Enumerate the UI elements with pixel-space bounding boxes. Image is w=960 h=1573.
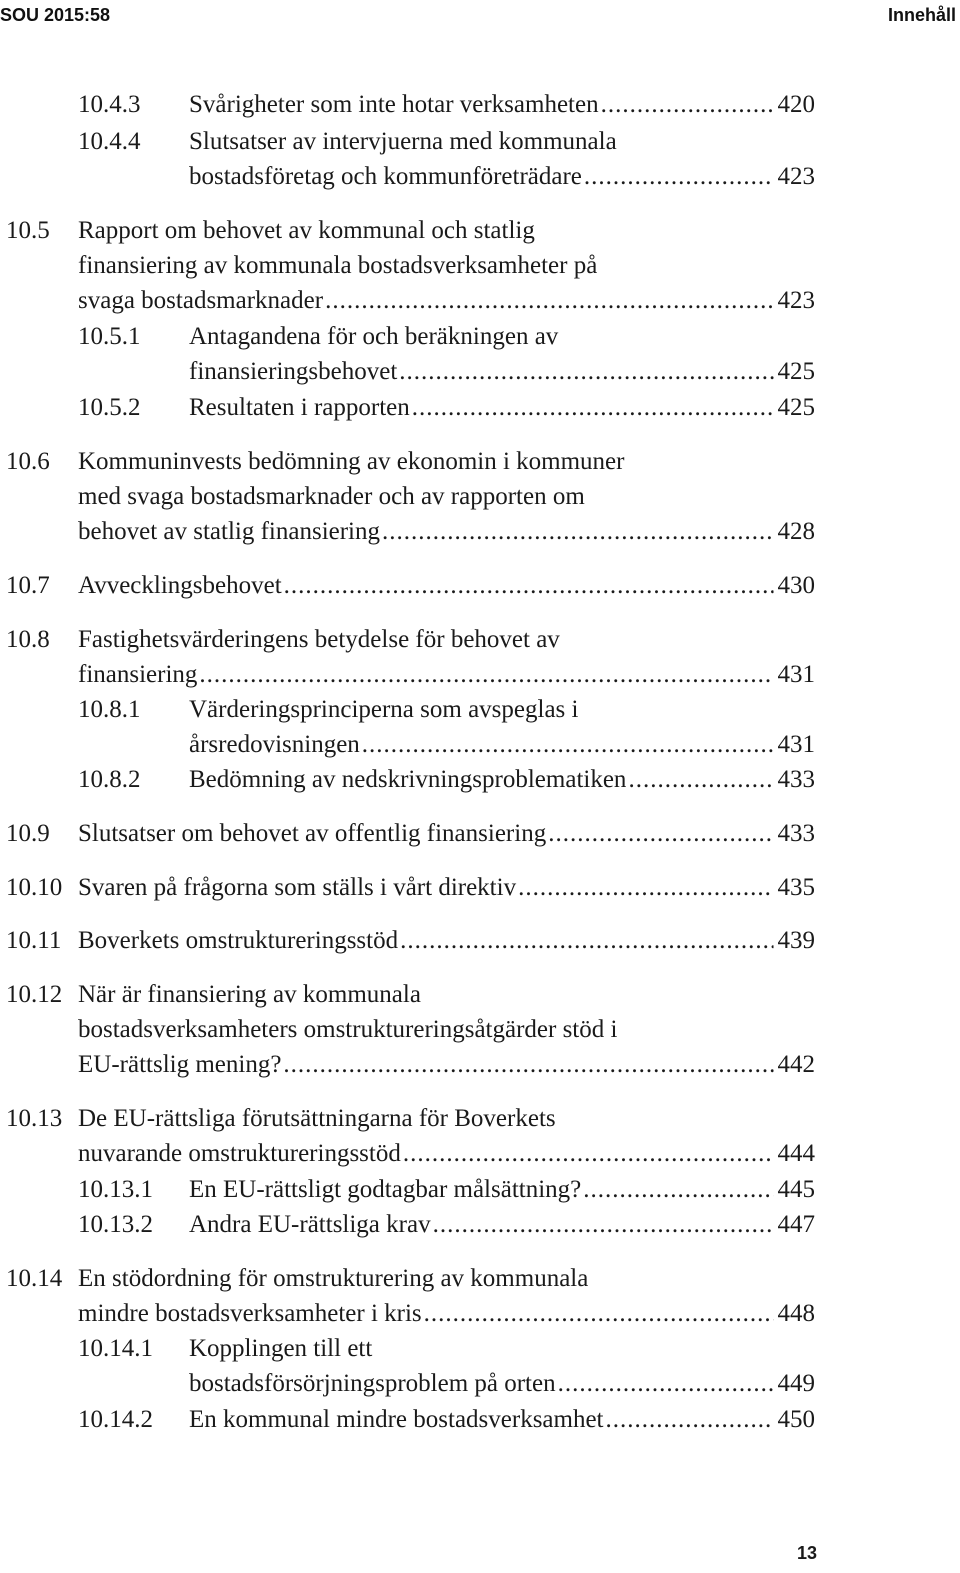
toc-entry-title-line [78, 445, 624, 479]
toc-entry-last-line [78, 871, 815, 905]
toc-entry-title-line [78, 1262, 588, 1296]
dot-leader [518, 871, 773, 905]
toc-entry-title: Fastighetsvärderingens betydelse för behovet av [78, 626, 560, 653]
toc-entry-number: 10.12 [6, 981, 63, 1008]
dot-leader [433, 1208, 774, 1242]
toc-entry-number: 10.8 [6, 626, 50, 653]
dot-leader [628, 763, 773, 797]
toc-entry-last-line [189, 728, 815, 762]
toc-entry-page: 425 [777, 358, 815, 385]
toc-entry-title: behovet av statlig finansiering [78, 518, 381, 545]
toc-entry-page: 445 [777, 1176, 815, 1203]
toc-entry-title-line [189, 125, 617, 159]
toc-entry-page: 420 [777, 91, 815, 118]
toc-entry-title: En EU-rättsligt godtagbar målsättning? [189, 1176, 582, 1203]
toc-entry-title: Andra EU-rättsliga krav [189, 1211, 431, 1238]
dot-leader [400, 924, 773, 958]
toc-entry-last-line [189, 763, 815, 797]
toc-entry-title: svaga bostadsmarknader [78, 287, 324, 314]
toc-entry-title: nuvarande omstruktureringsstöd [78, 1140, 401, 1167]
toc-entry-title-line [78, 249, 597, 283]
toc-entry-last-line [78, 658, 815, 692]
toc-entry-number: 10.4.4 [78, 128, 141, 155]
toc-entry-last-line [189, 1403, 815, 1437]
toc-entry-title: finansiering av kommunala bostadsverksamheter på [78, 252, 598, 279]
toc-entry-title: Antagandena för och beräkningen av [189, 323, 559, 350]
toc-entry-title: bostadsförsörjningsproblem på orten [189, 1370, 556, 1397]
toc-entry-title-line [78, 1102, 556, 1136]
dot-leader [199, 658, 773, 692]
toc-entry-page: 423 [777, 287, 815, 314]
toc-entry-title: finansiering [78, 661, 198, 688]
toc-entry-title: Slutsatser av intervjuerna med kommunala [189, 128, 617, 155]
toc-entry-title: Kopplingen till ett [189, 1335, 373, 1362]
dot-leader [558, 1367, 774, 1401]
toc-entry-page: 425 [777, 394, 815, 421]
toc-entry-number: 10.8.2 [78, 766, 141, 793]
toc-entry-title: mindre bostadsverksamheter i kris [78, 1300, 422, 1327]
toc-entry-page: 435 [777, 874, 815, 901]
toc-entry-page: 423 [777, 163, 815, 190]
running-header-right: Innehåll [887, 5, 956, 25]
toc-entry-last-line [189, 391, 815, 425]
toc-entry-title: Svaren på frågorna som ställs i vårt direktiv [78, 874, 517, 901]
dot-leader [606, 1403, 774, 1437]
page-number: 13 [796, 1543, 817, 1563]
dot-leader [583, 1173, 773, 1207]
toc-entry-title-line [78, 1013, 617, 1047]
toc-entry-title: Kommuninvests bedömning av ekonomin i kommuner [78, 448, 625, 475]
toc-entry-number: 10.10 [6, 874, 63, 901]
toc-entry-last-line [78, 569, 815, 603]
toc-entry-last-line [189, 160, 815, 194]
toc-entry-number: 10.9 [6, 820, 50, 847]
dot-leader [283, 1048, 773, 1082]
toc-entry-title: Slutsatser om behovet av offentlig finansiering [78, 820, 547, 847]
toc-entry-number: 10.5.2 [78, 394, 141, 421]
toc-entry-last-line [78, 515, 815, 549]
toc-entry-title: årsredovisningen [189, 731, 360, 758]
toc-entry-number: 10.14.2 [78, 1406, 153, 1433]
toc-entry-number: 10.6 [6, 448, 50, 475]
toc-entry-page: 448 [777, 1300, 815, 1327]
toc-entry-last-line [189, 1173, 815, 1207]
toc-entry-title: Värderingsprinciperna som avspeglas i [189, 696, 579, 723]
dot-leader [601, 88, 774, 122]
toc-entry-title: bostadsverksamheters omstruktureringsåtgärder stöd i [78, 1016, 618, 1043]
toc-entry-page: 442 [777, 1051, 815, 1078]
dot-leader [403, 1137, 774, 1171]
toc-entry-page: 431 [777, 661, 815, 688]
toc-entry-title: Bedömning av nedskrivningsproblematiken [189, 766, 627, 793]
toc-entry-title: Boverkets omstruktureringsstöd [78, 927, 399, 954]
toc-entry-page: 430 [777, 572, 815, 599]
toc-entry-title: Rapport om behovet av kommunal och statlig [78, 217, 535, 244]
toc-entry-last-line [189, 1208, 815, 1242]
toc-entry-title-line [189, 320, 558, 354]
toc-entry-last-line [78, 1297, 815, 1331]
toc-entry-page: 439 [777, 927, 815, 954]
toc-entry-number: 10.13 [6, 1105, 63, 1132]
dot-leader [424, 1297, 774, 1331]
toc-entry-page: 449 [777, 1370, 815, 1397]
toc-entry-last-line [189, 88, 815, 122]
toc-entry-number: 10.4.3 [78, 91, 141, 118]
toc-entry-last-line [189, 1367, 815, 1401]
dot-leader [412, 391, 774, 425]
dot-leader [584, 160, 774, 194]
toc-entry-title: När är finansiering av kommunala [78, 981, 421, 1008]
toc-entry-title-line [189, 1332, 372, 1366]
toc-entry-last-line [189, 355, 815, 389]
dot-leader [548, 817, 773, 851]
toc-entry-number: 10.8.1 [78, 696, 141, 723]
toc-entry-number: 10.7 [6, 572, 50, 599]
toc-entry-title: En kommunal mindre bostadsverksamhet [189, 1406, 604, 1433]
dot-leader [382, 515, 773, 549]
toc-entry-number: 10.14.1 [78, 1335, 153, 1362]
toc-entry-number: 10.13.1 [78, 1176, 153, 1203]
toc-entry-page: 447 [777, 1211, 815, 1238]
toc-entry-last-line [78, 1137, 815, 1171]
dot-leader [362, 728, 774, 762]
toc-entry-last-line [78, 817, 815, 851]
toc-entry-title: EU-rättslig mening? [78, 1051, 282, 1078]
toc-entry-last-line [78, 1048, 815, 1082]
toc-entry-page: 431 [777, 731, 815, 758]
toc-entry-title-line [189, 693, 578, 727]
toc-entry-title: med svaga bostadsmarknader och av rapporten om [78, 483, 585, 510]
toc-entry-number: 10.13.2 [78, 1211, 153, 1238]
toc-entry-title: bostadsföretag och kommunföreträdare [189, 163, 582, 190]
dot-leader [325, 284, 773, 318]
running-header-left: SOU 2015:58 [0, 5, 111, 25]
toc-entry-number: 10.14 [6, 1265, 63, 1292]
toc-entry-title: finansieringsbehovet [189, 358, 398, 385]
toc-entry-last-line [78, 284, 815, 318]
toc-entry-number: 10.5.1 [78, 323, 141, 350]
dot-leader [399, 355, 773, 389]
toc-entry-page: 433 [777, 766, 815, 793]
toc-entry-title-line [78, 214, 535, 248]
toc-entry-number: 10.5 [6, 217, 50, 244]
toc-entry-page: 444 [777, 1140, 815, 1167]
toc-entry-last-line [78, 924, 815, 958]
toc-entry-page: 433 [777, 820, 815, 847]
toc-entry-title: En stödordning för omstrukturering av kommunala [78, 1265, 589, 1292]
toc-entry-title: De EU-rättsliga förutsättningarna för Boverkets [78, 1105, 556, 1132]
toc-entry-page: 450 [777, 1406, 815, 1433]
toc-entry-number: 10.11 [6, 927, 62, 954]
toc-entry-title: Svårigheter som inte hotar verksamheten [189, 91, 599, 118]
toc-entry-title: Avvecklingsbehovet [78, 572, 282, 599]
dot-leader [284, 569, 774, 603]
toc-entry-title-line [78, 623, 560, 657]
toc-entry-title-line [78, 480, 585, 514]
toc-entry-title: Resultaten i rapporten [189, 394, 410, 421]
toc-entry-title-line [78, 978, 421, 1012]
toc-entry-page: 428 [777, 518, 815, 545]
